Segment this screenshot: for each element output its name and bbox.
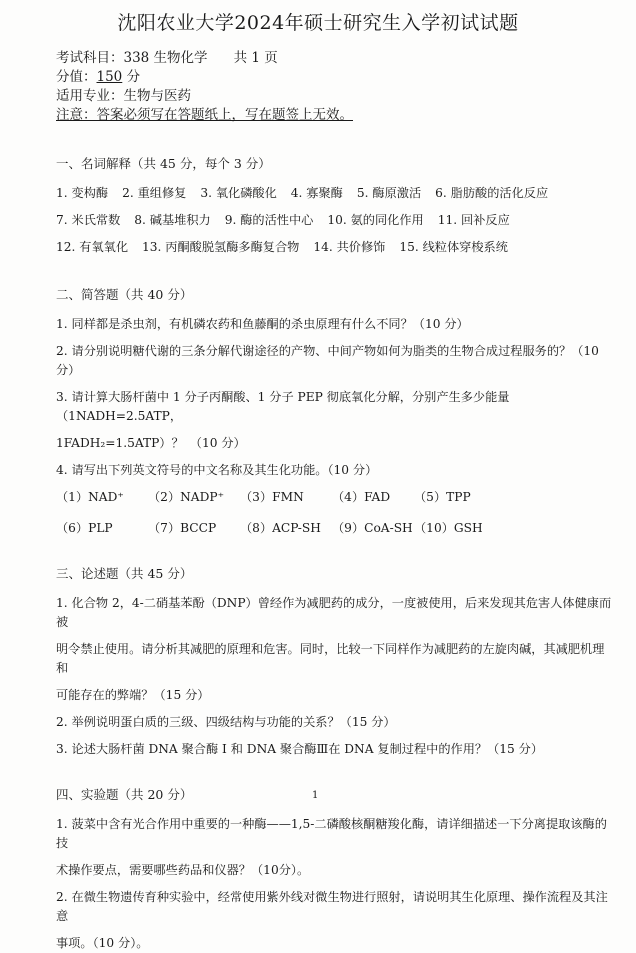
question-line: 可能存在的弊端？（15 分） xyxy=(56,688,210,702)
abbreviation: （6）PLP xyxy=(56,521,113,535)
abbreviation: （7）BCCP xyxy=(148,521,217,535)
abbreviation: （4）FAD xyxy=(332,490,391,504)
section-heading: 一、名词解释（共 45 分，每个 3 分） xyxy=(56,156,271,171)
subject-label: 考试科目： xyxy=(56,50,124,66)
question-line: 事项。（10 分）。 xyxy=(56,936,149,950)
abbreviation-row xyxy=(56,488,614,507)
term: 5. 酶原激活 xyxy=(356,186,422,200)
page-count: 共 1 页 xyxy=(233,50,278,66)
question xyxy=(56,815,614,880)
abbreviation: （2）NADP⁺ xyxy=(148,490,224,504)
question-line: 明令禁止使用。请分析其减肥的原理和危害。同时，比较一下同样作为减肥药的左旋肉碱，其减肥机理和 xyxy=(56,642,605,675)
score-row xyxy=(56,68,614,87)
exam-meta xyxy=(56,49,614,125)
question-line: 1FADH₂=1.5ATP）？ （10 分） xyxy=(56,436,246,450)
question-line: 术操作要点，需要哪些药品和仪器？（10分）。 xyxy=(56,863,310,877)
score-label: 分值： xyxy=(56,69,97,85)
term: 14. 共价修饰 xyxy=(313,240,386,254)
note-label: 注意： xyxy=(56,107,97,123)
term: 3. 氧化磷酸化 xyxy=(200,186,277,200)
section-short-answer xyxy=(56,285,614,538)
note-text: 答案必须写在答题纸上，写在题签上无效。 xyxy=(96,107,353,123)
section-experiment xyxy=(56,785,614,953)
question-line: 1. 化合物 2，4-二硝基苯酚（DNP）曾经作为减肥药的成分，一度被使用，后来发现其危害人体健康而被 xyxy=(56,596,612,629)
question xyxy=(56,388,614,453)
term: 15. 线粒体穿梭系统 xyxy=(399,240,508,254)
subject-row xyxy=(56,49,614,68)
term-row xyxy=(56,211,614,230)
question: 2. 举例说明蛋白质的三级、四级结构与功能的关系？（15 分） xyxy=(56,715,396,729)
subject-value: 338 生物化学 xyxy=(123,50,208,66)
section-essay xyxy=(56,564,614,759)
term: 13. 丙酮酸脱氢酶多酶复合物 xyxy=(142,240,300,254)
major-label: 适用专业： xyxy=(56,88,124,104)
question: 1. 同样都是杀虫剂，有机磷农药和鱼藤酮的杀虫原理有什么不同？（10 分） xyxy=(56,317,469,331)
section-heading: 四、实验题（共 20 分） xyxy=(56,787,193,802)
question: 2. 请分别说明糖代谢的三条分解代谢途径的产物、中间产物如何为脂类的生物合成过程服务的？（10 分） xyxy=(56,344,599,377)
term: 8. 碱基堆积力 xyxy=(134,213,211,227)
question xyxy=(56,888,614,953)
term-row xyxy=(56,184,614,203)
section-heading: 三、论述题（共 45 分） xyxy=(56,566,193,581)
term-row xyxy=(56,238,614,257)
note-row xyxy=(56,106,614,125)
term: 7. 米氏常数 xyxy=(56,213,121,227)
section-heading: 二、简答题（共 40 分） xyxy=(56,287,193,302)
section-definitions xyxy=(56,154,614,257)
term: 12. 有氧氧化 xyxy=(56,240,129,254)
question xyxy=(56,594,614,705)
abbreviation: （9）CoA-SH xyxy=(332,521,413,535)
abbreviation: （3）FMN xyxy=(240,490,304,504)
abbreviation-row xyxy=(56,519,614,538)
page-title: 沈阳农业大学2024年硕士研究生入学初试试题 xyxy=(117,12,519,34)
question: 4. 请写出下列英文符号的中文名称及其生化功能。（10 分） xyxy=(56,463,378,477)
term: 11. 回补反应 xyxy=(437,213,510,227)
term: 2. 重组修复 xyxy=(122,186,187,200)
term: 6. 脂肪酸的活化反应 xyxy=(435,186,549,200)
abbreviation: （5）TPP xyxy=(414,490,471,504)
term: 1. 变构酶 xyxy=(56,186,109,200)
question-line: 1. 菠菜中含有光合作用中重要的一种酶——1,5-二磷酸核酮糖羧化酶，请详细描述一下分离提取该酶的技 xyxy=(56,817,607,850)
question: 3. 论述大肠杆菌 DNA 聚合酶 Ⅰ 和 DNA 聚合酶Ⅲ在 DNA 复制过程中的作用？（15 分） xyxy=(56,742,544,756)
score-value: 150 xyxy=(96,69,123,85)
abbreviation: （1）NAD⁺ xyxy=(56,490,124,504)
score-unit: 分 xyxy=(122,69,141,85)
abbreviation: （8）ACP-SH xyxy=(240,521,321,535)
page-number: 1 xyxy=(312,790,319,801)
question-line: 2. 在微生物遗传育种实验中，经常使用紫外线对微生物进行照射，请说明其生化原理、操作流程及其注意 xyxy=(56,890,608,923)
term: 9. 酶的活性中心 xyxy=(224,213,314,227)
question-line: 3. 请计算大肠杆菌中 1 分子丙酮酸、1 分子 PEP 彻底氧化分解，分别产生多少能量（1NADH=2.5ATP， xyxy=(56,390,510,423)
abbreviation: （10）GSH xyxy=(414,521,483,535)
major-value: 生物与医药 xyxy=(123,88,191,104)
term: 10. 氨的同化作用 xyxy=(327,213,424,227)
major-row xyxy=(56,87,614,106)
term: 4. 寡聚酶 xyxy=(290,186,343,200)
